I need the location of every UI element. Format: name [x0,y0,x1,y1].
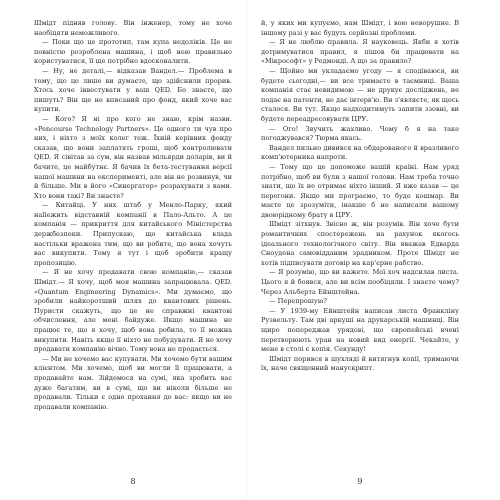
paragraph: — Кого? Я ні про кого не знаю, крім назви. «Pencourse Technology Partners». Це одного ти чув про них, і ніхто з моїх колег теж. Їхній керівник фонду сказав, що вони заплатять гроші, щоб контролювати QED. Я сівітав за сум, він назвав мільярди доларів, ви й бачите, це майбутнє. Я бачив їх бета-тестування версії нашої машини на експерименті, але він не розвинув, чи й більше. Ми в його «Синергатор» розрахувати з вами. Хто вони такі? Ви знаєте? [34,114,232,200]
paragraph: — У 1939-му Ейнштейн написав листа Франкліну Рузвельту. Там дві аркуші на друкарській машинці. Він щиро попереджав урядові, що європейські вчені перетворюють уран на новий вид енергії. Чекайте, у мене в столі є копія. Секунду! [261,306,459,354]
paragraph: — Ну, не деталі,— відказав Вандел.— Проблема в тому, що це лише ви думаєте, що здійснили прорив. Хтось хоче інвестувати у ваш QED. Бо знаєте, що пишуть? Він ще не вписаний про фонд, який хоче вас купити. [34,66,232,114]
paragraph: — Я не люблю правила. Я науковець. Якби я хотів дотримуватися правил, я пішов би працювати на «Мікрософт» у Редмонді. А що за правило? [261,38,459,66]
paragraph: — Я розумію, що ви кажете. Мої хоч надсилав листа. Цього я й боявся, але ви всім пообіцяли. І знаєте чому? Через Альберта Ейнштейна. [261,268,459,296]
left-page-text [34,19,232,412]
right-page [261,19,459,487]
paragraph: — Тому що це допоможе вашій країні. Нам уряд потрібно, щоб ви були з нашої голови. Нам треба точно знати, що їх не отримає ніхто інший. Я вже казав — це перегони. Якщо ми програємо, то буде кошмар. Ви маєте це зрозуміти, інакше б не написали вашому двоюрідному брату в ЦРУ. [261,162,459,219]
paragraph: Вандел пильно дивився на обдарованого й вразливого комп'ютерника напроти. [261,143,459,162]
paragraph: Шмідт порився в шухляді й витягнув копії, тримаючи їх, наче священний манускрипт. [261,354,459,373]
paragraph: — Щойно ми укладаємо угоду — я сподіваюся, ви будете сьогодні,— ви все тримаєте в таємниці. Ваша компанія стає невидимою — не друкує досліджень, не подає на патенти, не дає інтерв'ю. Ви з'являєте, як щось сталося. Ви тут. Якщо надходитимуть запити ззовні, ви будете переадресовувати ЦРУ. [261,66,459,123]
paragraph: — Поки що це прототип, там купа недоліків. Це не повністю розроблена машина, і щоб нею правильно користуватися, її ще потрібно вдосконалити. [34,38,232,66]
paragraph: — Ми не хочемо вас купувати. Ми хочемо бути вашим клієнтом. Ми хочемо, щоб ви могли її працювати, а продавайте нам. Зійдемося на сумі, яка зробить вас дуже багатим, ви в сумі, що ви ніколи більше не продавали. Тільки є одне прохання до вас: якщо ви не продавали компанію. [34,354,232,411]
gutter-shadow [247,0,248,500]
paragraph: — Перепрошую? [269,297,327,306]
page-number: 9 [357,477,363,487]
paragraph: й, у яких ми купуємо, нам Шмідт, і вою неворушне. В іншому разі у вас будуть серйозні проблеми. [261,19,459,37]
paragraph: — Я не хочу продавати свою компанію,— сказав Шмідт.— Я хочу, щоб моя машина запрацювала. QED. «Quantum Engineering Dynamics». Ми думаємо, що зробили найкоротший шлях до квантових рішень. Пуристи скажуть, що це не справжні квантові обчислення, але мені байдуже. Якщо машина не працює те, що я хочу, щоб вона робила, то її можна викупити. Навіть якщо її ніхто не побудувати. Я не хочу продавати компанію вічно. Тому вона не продається. [34,268,232,354]
page-number: 8 [130,477,136,487]
paragraph: Шмідт зітхнув. Звісно ж, він розумів. Він хоче бути романтичних спостережень на рахунок якогось ідеального технологічного світу. Він вважав Едварда Сноудена самовідданим зрадником. Проте Шмідт не хотів підписувати договір на кар'єрне рабство. [261,220,459,267]
paragraph: — Китайці. У них штаб у Менло-Парку, який нallежить відставній компанії в Пало-Альто. А це компанія — прикриття для китайського Міністерства держбезпеки. Припускаю, що китайська влада настільки вражена тим, що ви робите, що вона хочуть вас викупити. Тому я тут і щоб зробити кращу пропозицію. [34,201,232,267]
paragraph: Шмідт підняв голову. Він інженер, тому не хоче наобіцяти неможливого. [34,19,232,37]
right-page-text [261,19,459,374]
paragraph: — Ого! Звучить жахливо. Чому б я на таке погоджувався? Тюрма якась. [261,124,459,143]
left-page [34,19,232,487]
